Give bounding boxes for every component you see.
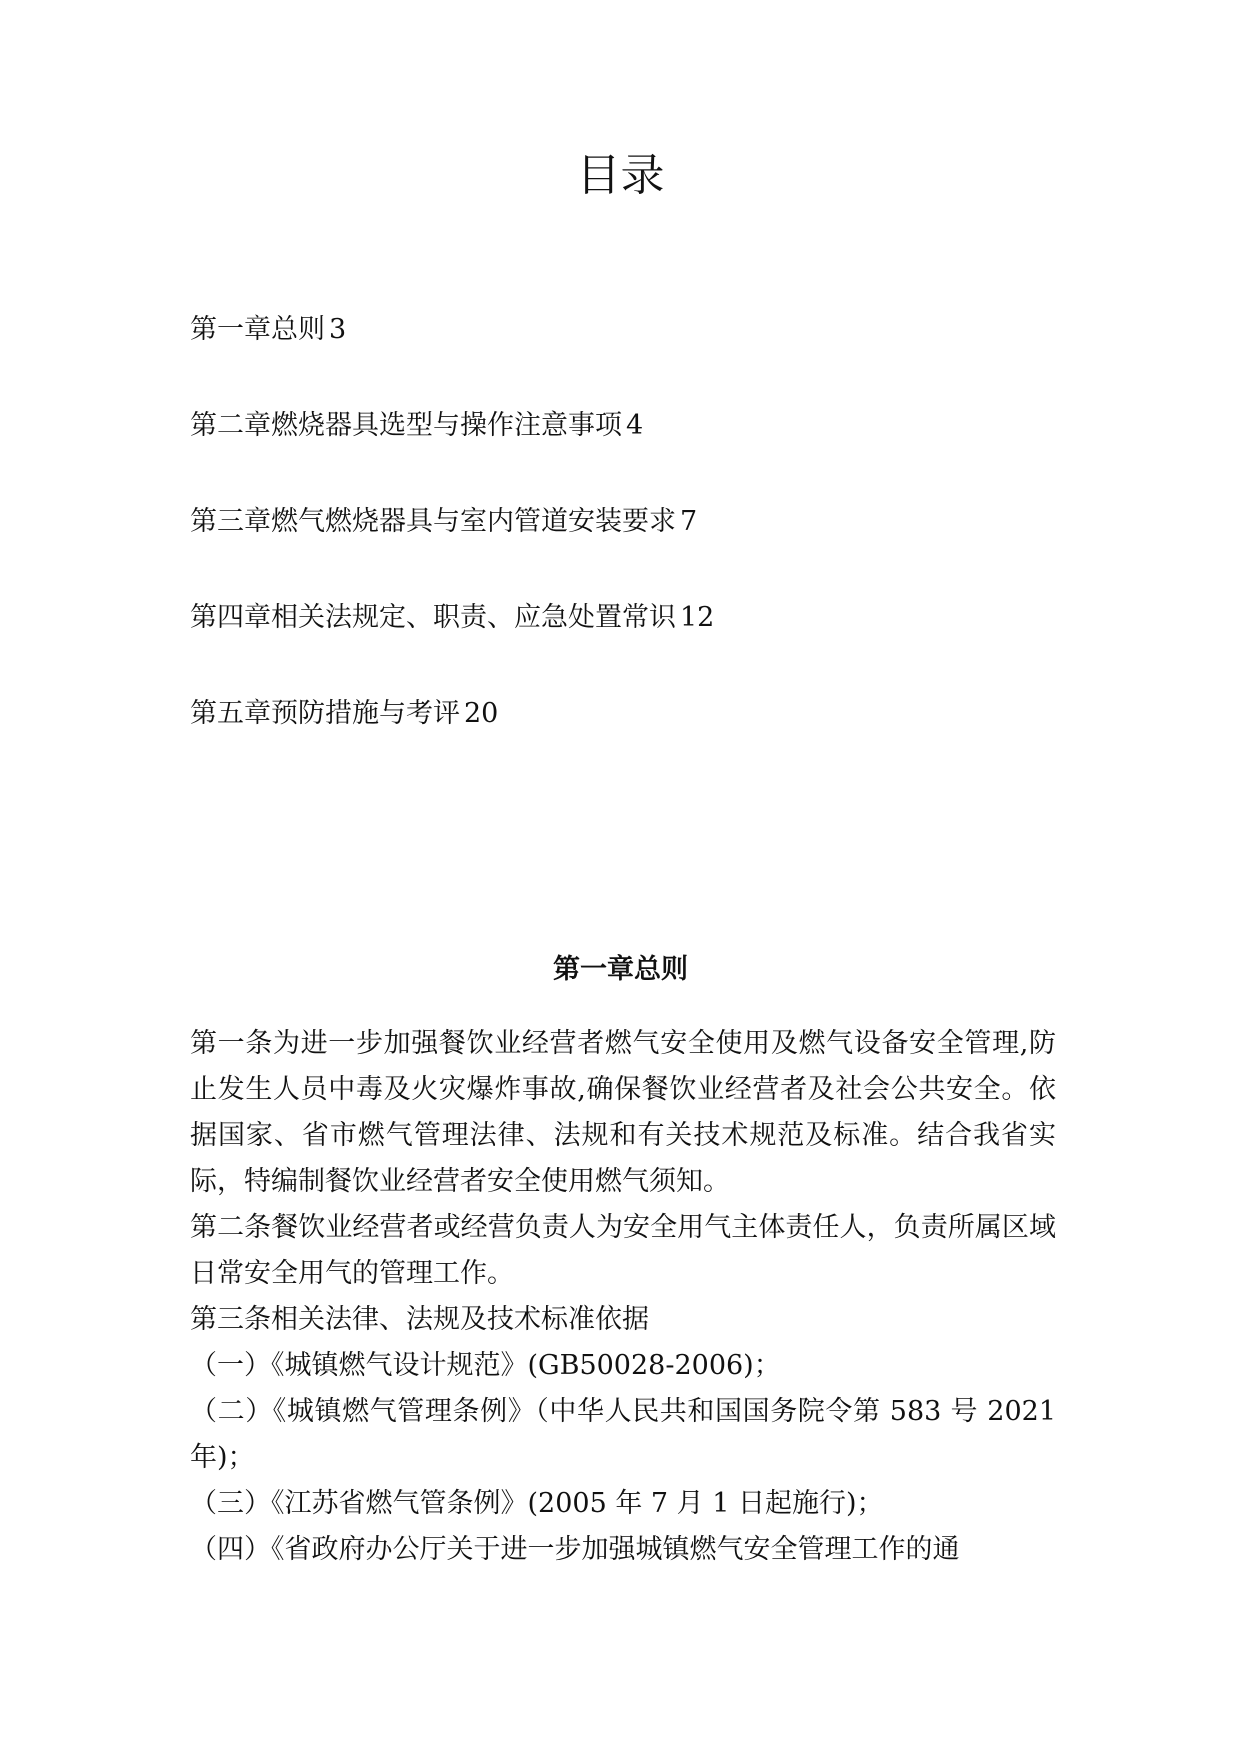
- reference-2: （二）《城镇燃气管理条例》（中华人民共和国国务院令第 583 号 2021 年)；: [190, 1396, 1056, 1473]
- toc-title: 目录: [576, 150, 665, 201]
- article-1: 第一条为进一步加强餐饮业经营者燃气安全使用及燃气设备安全管理,防止发生人员中毒及火灾爆炸事故,确保餐饮业经营者及社会公共安全。依据国家、省市燃气管理法律、法规和有关技术规范及标准。结合我省实际，特编制餐饮业经营者安全使用燃气须知。: [190, 1028, 1056, 1197]
- toc-item-label: 第四章相关法规定、职责、应急处置常识: [190, 602, 676, 633]
- toc-item-page: 4: [626, 410, 644, 441]
- toc-item-5[interactable]: [190, 694, 714, 734]
- toc-item-4[interactable]: [190, 598, 714, 638]
- toc-item-page: 12: [680, 602, 715, 633]
- reference-4: （四）《省政府办公厅关于进一步加强城镇燃气安全管理工作的通: [190, 1534, 960, 1565]
- reference-1: （一）《城镇燃气设计规范》(GB50028-2006)；: [190, 1350, 781, 1381]
- chapter-heading: 第一章总则: [553, 954, 688, 985]
- article-3: 第三条相关法律、法规及技术标准依据: [190, 1304, 649, 1335]
- article-2: 第二条餐饮业经营者或经营负责人为安全用气主体责任人，负责所属区域日常安全用气的管理工作。: [190, 1212, 1056, 1289]
- toc-item-page: 3: [329, 314, 347, 345]
- toc-item-2[interactable]: [190, 406, 714, 446]
- toc-item-page: 7: [680, 506, 698, 537]
- toc-item-label: 第五章预防措施与考评: [190, 698, 460, 729]
- chapter-body: [190, 1021, 1056, 1573]
- toc-item-3[interactable]: [190, 502, 714, 542]
- toc-item-label: 第一章总则: [190, 314, 325, 345]
- reference-3: （三）《江苏省燃气管条例》(2005 年 7 月 1 日起施行)；: [190, 1488, 884, 1519]
- toc-item-1[interactable]: [190, 310, 714, 350]
- toc-item-label: 第三章燃气燃烧器具与室内管道安装要求: [190, 506, 676, 537]
- toc-item-label: 第二章燃烧器具选型与操作注意事项: [190, 410, 622, 441]
- toc-item-page: 20: [464, 698, 499, 729]
- toc-list: [190, 310, 714, 790]
